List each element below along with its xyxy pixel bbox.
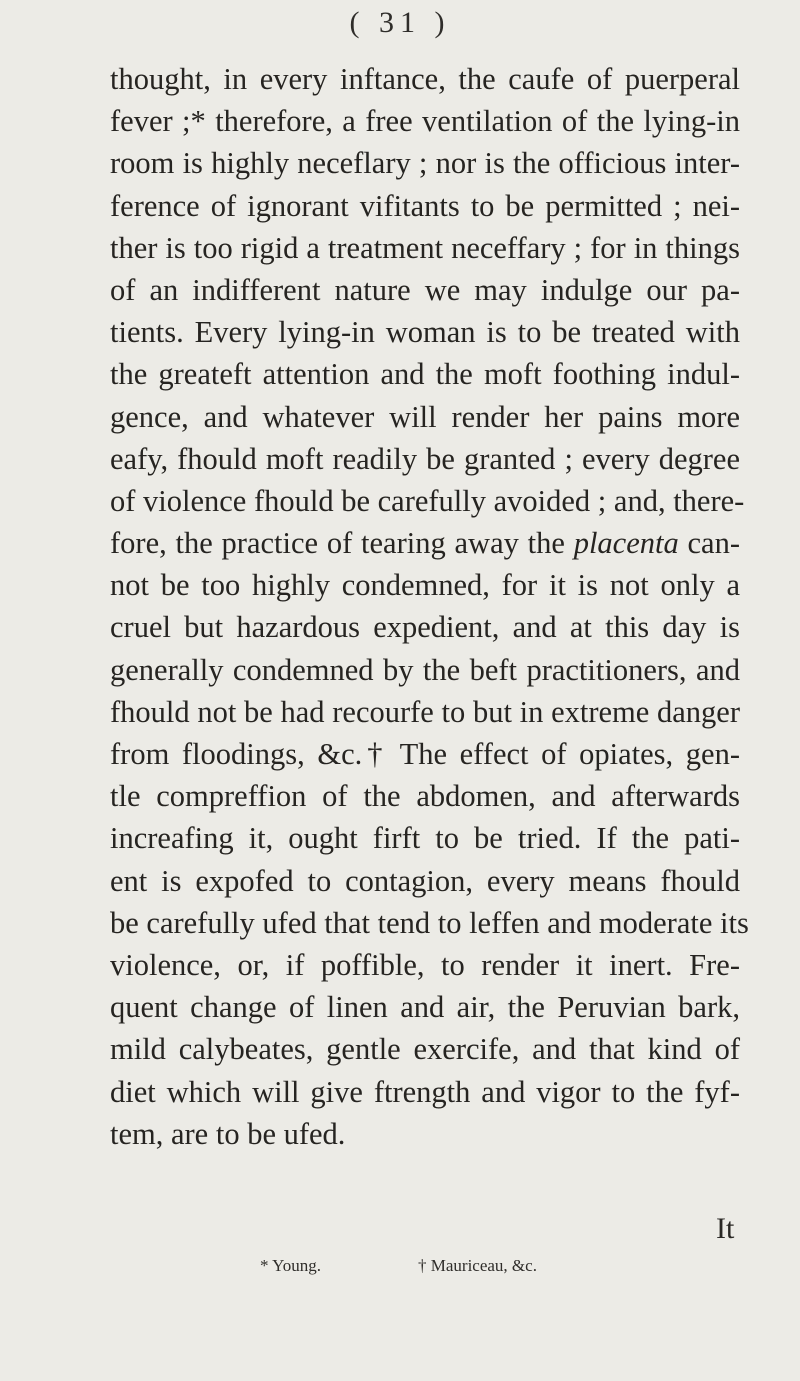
text-line: quent change of linen and air, the Peruvian bark, [110,990,740,1025]
text-line: the greateft attention and the moft foothing indul- [110,357,740,392]
text-line: increafing it, ought firft to be tried. If the pati- [110,821,740,856]
text-line: mild calybeates, gentle exercife, and that kind of [110,1032,740,1067]
text-line: tle compreffion of the abdomen, and afterwards [110,779,740,814]
text-line: ent is expofed to contagion, every means fhould [110,863,740,898]
text-line: of violence fhould be carefully avoided ; and, there- [110,483,745,518]
text-segment: can- [678,526,741,561]
text-line: of an indifferent nature we may indulge our pa- [110,272,740,307]
text-line: gence, and whatever will render her pains more [110,399,740,434]
page-number: ( 31 ) [349,6,451,39]
text-line: generally condemned by the beft practitioners, and [110,652,740,687]
text-line: from floodings, &c.† The effect of opiates, gen- [110,737,740,771]
text-line: be carefully ufed that tend to leffen and moderate its [110,905,749,940]
text-line: eafy, fhould moft readily be granted ; every degree [110,441,740,476]
text-line: fhould not be had recourfe to but in extreme danger [110,694,740,729]
text-line: diet which will give ftrength and vigor to the fyf- [110,1074,740,1109]
catchword: It [716,1212,735,1245]
text-line: cruel but hazardous expedient, and at this day is [110,610,740,645]
text-line: room is highly neceflary ; nor is the officious inter- [110,146,740,181]
text-line: tients. Every lying-in woman is to be treated with [110,315,740,350]
text-line: ther is too rigid a treatment neceffary ; for in things [110,230,740,265]
text-line: ference of ignorant vifitants to be permitted ; nei- [110,188,740,223]
footnote: * Young. [260,1256,321,1275]
text-line: violence, or, if poffible, to render it inert. Fre- [110,947,740,982]
text-line: not be too highly condemned, for it is not only a [110,568,740,603]
text-line-with-italic [110,522,740,564]
text-line: thought, in every inftance, the caufe of puerperal [110,62,740,96]
text-line: tem, are to be ufed. [110,1116,346,1151]
body-text [110,58,749,1155]
italic-word: placenta [573,526,679,561]
text-line: fever ;* therefore, a free ventilation of the lying-in [110,104,740,139]
footnote: † Mauriceau, &c. [418,1256,537,1275]
text-segment: fore, the practice of tearing away the [110,526,565,561]
